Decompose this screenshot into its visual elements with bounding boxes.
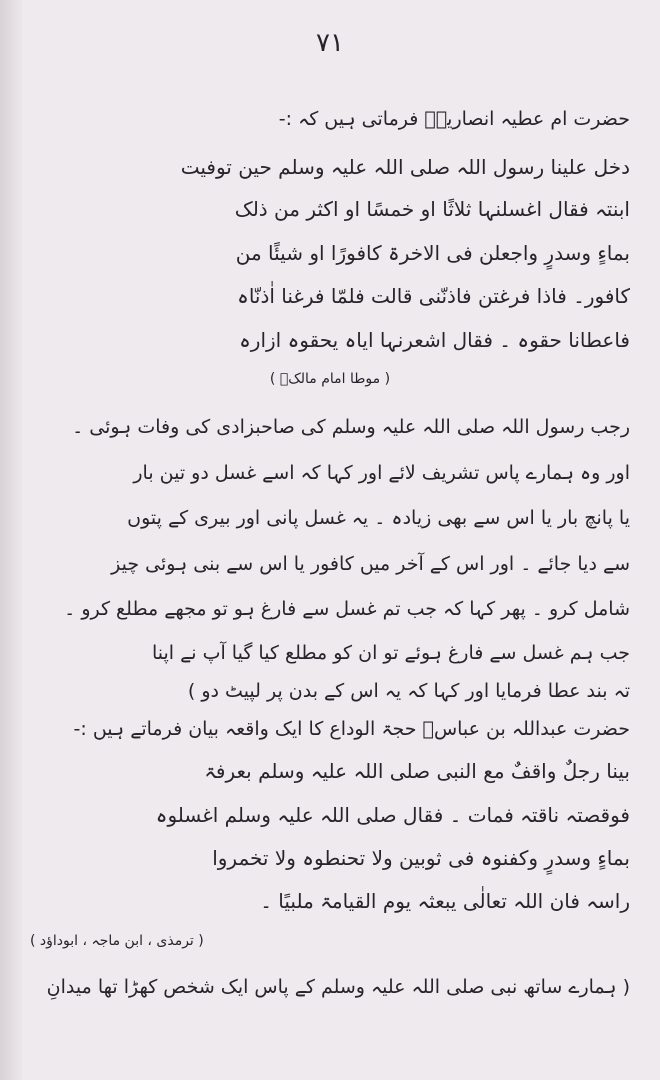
page-number: ۷۱: [316, 28, 344, 58]
text-line-21: ( ہمارے ساتھ نبی صلی اللہ علیہ وسلم کے پاس ایک شخص کھڑا تھا میدانِ: [46, 976, 630, 998]
text-line-5: کافور۔ فاذا فرغتن فاذنّنی قالت فلمّا فرغنا اٰذنّاہ: [237, 284, 630, 308]
text-line-19: راسہ فان اللہ تعالٰی یبعثہ یوم القیامۃ ملبیًا ۔: [260, 889, 630, 913]
page-binding-shadow: [0, 0, 22, 1080]
text-line-15: حضرت عبداللہ بن عباسؓ حجۃ الوداع کا ایک واقعہ بیان فرماتے ہیں :-: [73, 718, 630, 740]
text-line-9: اور وہ ہمارے پاس تشریف لائے اور کہا کہ اسے غسل دو تین بار: [133, 462, 630, 484]
text-line-3: ابنتہ فقال اغسلنہا ثلاثًا او خمسًا او اکثر من ذلک: [234, 197, 630, 221]
text-line-6: فاعطانا حقوہ ۔ فقال اشعرنہا ایاہ یحقوہ ازارہ: [239, 328, 630, 352]
text-line-1: حضرت ام عطیہ انصاریہؓ فرماتی ہیں کہ :-: [278, 108, 630, 130]
text-line-4: بماءٍ وسدرٍ واجعلن فی الاخرۃ کافورًا او شیئًا من: [235, 241, 630, 265]
text-line-14: تہ بند عطا فرمایا اور کہا کہ یہ اس کے بدن پر لپیٹ دو ): [187, 680, 630, 702]
reference-tirmidhi: ( ترمذی ، ابن ماجہ ، ابوداؤد ): [30, 933, 204, 949]
text-line-2: دخل علینا رسول اللہ صلی اللہ علیہ وسلم حین توفیت: [180, 155, 630, 179]
text-line-11: سے دیا جائے ۔ اور اس کے آخر میں کافور یا اس سے بنی ہوئی چیز: [111, 553, 630, 575]
text-line-13: جب ہم غسل سے فارغ ہوئے تو ان کو مطلع کیا گیا آپ نے اپنا: [152, 642, 630, 664]
text-line-16: بینا رجلٌ واقفٌ مع النبی صلی اللہ علیہ وسلم بعرفۃ: [204, 759, 630, 783]
text-line-8: رجب رسول اللہ صلی اللہ علیہ وسلم کی صاحبزادی کی وفات ہوئی ۔: [72, 416, 630, 438]
text-line-12: شامل کرو ۔ پھر کہا کہ جب تم غسل سے فارغ ہو تو مجھے مطلع کرو ۔: [64, 598, 630, 620]
text-line-18: بماءٍ وسدرٍ وکفنوہ فی ثوبین ولا تحنطوہ ولا تخمروا: [212, 846, 630, 870]
text-line-10: یا پانچ بار یا اس سے بھی زیادہ ۔ یہ غسل پانی اور بیری کے پتوں: [127, 507, 630, 529]
reference-muwatta: ( موطا امام مالکؒ ): [269, 371, 391, 387]
text-line-17: فوقصتہ ناقتہ فمات ۔ فقال صلی اللہ علیہ وسلم اغسلوہ: [155, 803, 630, 827]
